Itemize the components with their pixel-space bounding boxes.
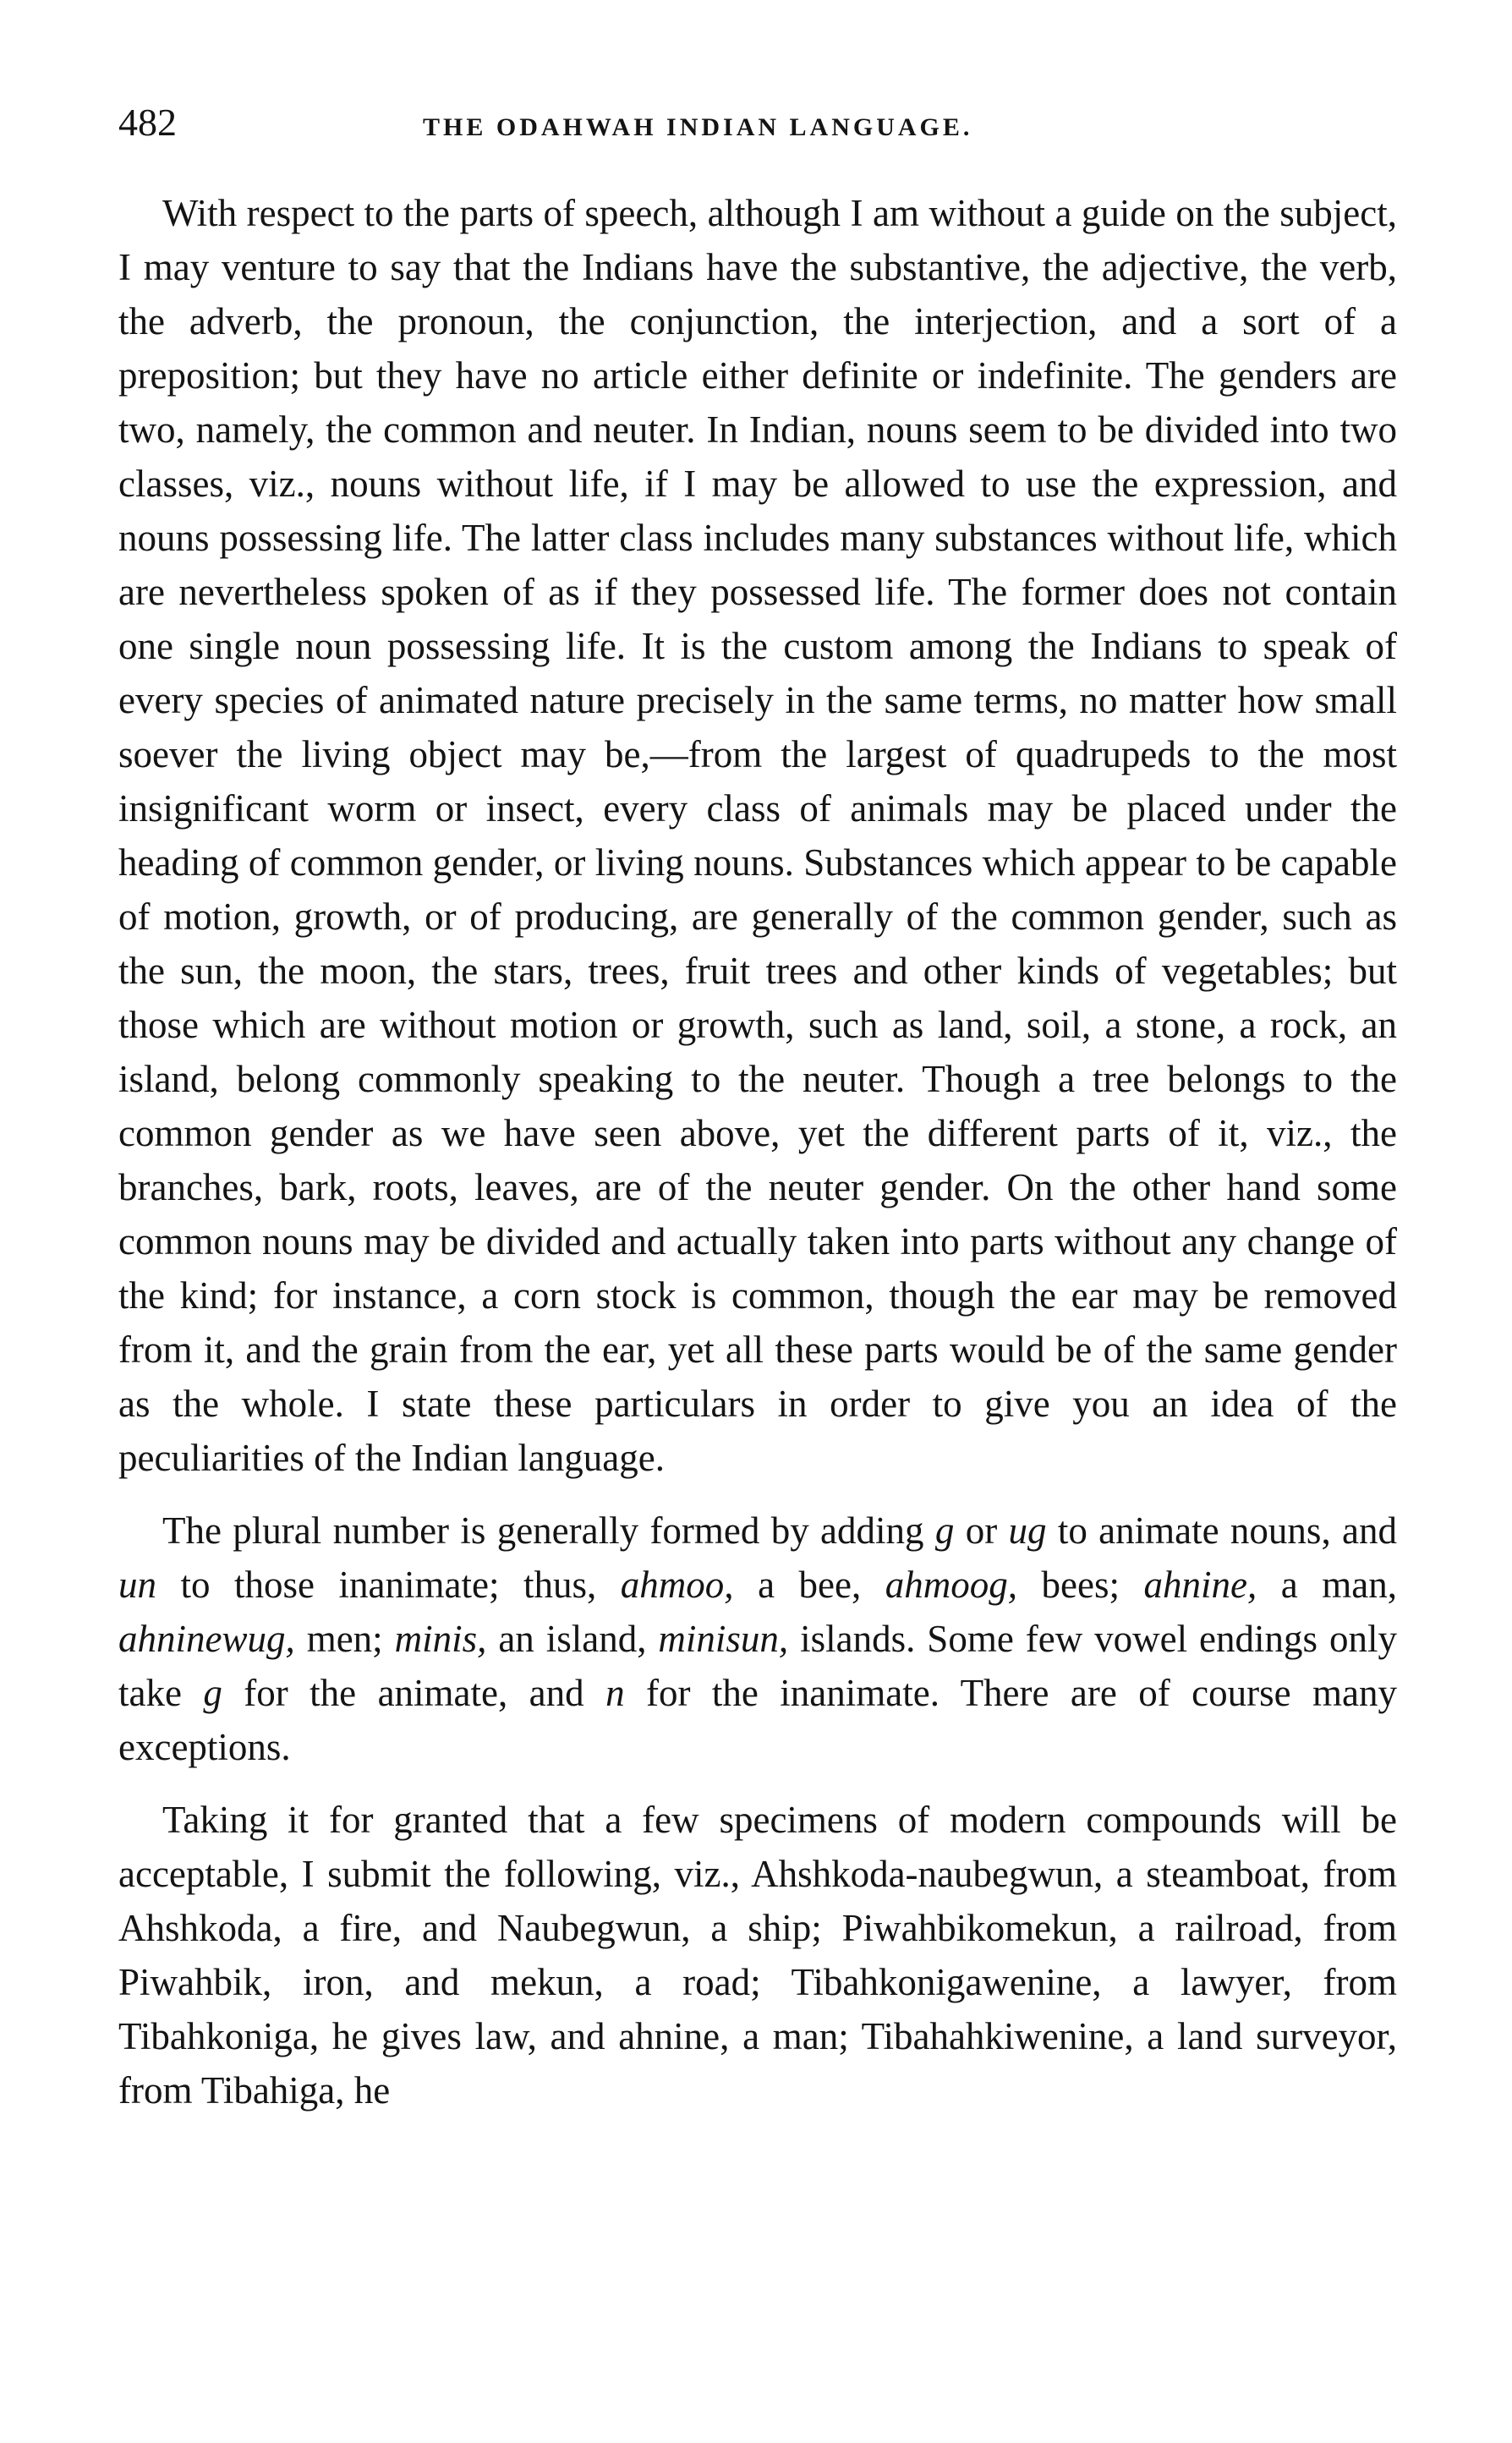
text-run: bees; [1017,1564,1144,1606]
italic-term: ahmoo, [620,1564,734,1606]
italic-term: n [605,1672,625,1714]
italic-term: un [118,1564,156,1606]
text-run: men; [294,1618,395,1660]
text-run: islands. Some few vowel endings only take [118,1618,1397,1714]
italic-term: g [203,1672,222,1714]
italic-term: minisun, [658,1618,789,1660]
text-run: an island, [486,1618,659,1660]
text-run: a man, [1257,1564,1398,1606]
italic-term: ahnine, [1143,1564,1257,1606]
paragraph-plural-number [118,1504,1397,1774]
italic-term: ahmoog, [885,1564,1018,1606]
paragraph-compounds: Taking it for granted that a few specimens of modern compounds will be acceptable, I submit the following, viz., Ahshkoda-naubegwun, a steamboat, from Ahshkoda, a fire, and Naubegwun, a ship; Piwahbikomekun, a railroad, from Piwahbik, iron, and mekun, a road; Tibahkonigawenine, a lawyer, from Tibahkoniga, he gives law, and ahnine, a man; Tibahahkiwenine, a land surveyor, from Tibahiga, he [118,1799,1397,2112]
text-run: a bee, [733,1564,885,1606]
running-title: THE ODAHWAH INDIAN LANGUAGE. [423,113,973,141]
text-run: to animate nouns, and [1046,1509,1397,1552]
text-run: for the animate, and [222,1672,606,1714]
italic-term: ug [1008,1509,1047,1552]
page-header [118,93,1397,161]
text-run: The plural number is generally formed by adding [162,1509,935,1552]
paragraph-parts-of-speech: With respect to the parts of speech, although I am without a guide on the subject, I may venture to say that the Indians have the substantive, the adjective, the verb, the adverb, the pronoun, the conjunction, the interjection, and a sort of a preposition; but they have no article either definite or indefinite. The genders are two, namely, the common and neuter. In Indian, nouns seem to be divided into two classes, viz., nouns without life, if I may be allowed to use the expression, and nouns possessing life. The latter class includes many substances without life, which are nevertheless spoken of as if they possessed life. The former does not contain one single noun possessing life. It is the custom among the Indians to speak of every species of animated nature precisely in the same terms, no matter how small soever the living object may be,—from the largest of quadrupeds to the most insignificant worm or insect, every class of animals may be placed under the heading of common gender, or living nouns. Substances which appear to be capable of motion, growth, or of producing, are generally of the common gender, such as the sun, the moon, the stars, trees, fruit trees and other kinds of vegetables; but those which are without motion or growth, such as land, soil, a stone, a rock, an island, belong commonly speaking to the neuter. Though a tree belongs to the common gender as we have seen above, yet the different parts of it, viz., the branches, bark, roots, leaves, are of the neuter gender. On the other hand some common nouns may be divided and actually taken into parts without any change of the kind; for instance, a corn stock is common, though the ear may be removed from it, and the grain from the ear, yet all these parts would be of the same gender as the whole. I state these particulars in order to give you an idea of the peculiarities of the Indian language. [118,192,1397,1479]
text-run: or [954,1509,1009,1552]
text-run: for the inanimate. There are of course many exceptions. [118,1672,1397,1768]
text-run: to those inanimate; thus, [156,1564,621,1606]
page-number: 482 [118,101,177,144]
italic-term: g [934,1509,955,1552]
italic-term: ahninewug, [118,1618,295,1660]
italic-term: minis, [394,1618,487,1660]
book-page [118,93,1397,2136]
